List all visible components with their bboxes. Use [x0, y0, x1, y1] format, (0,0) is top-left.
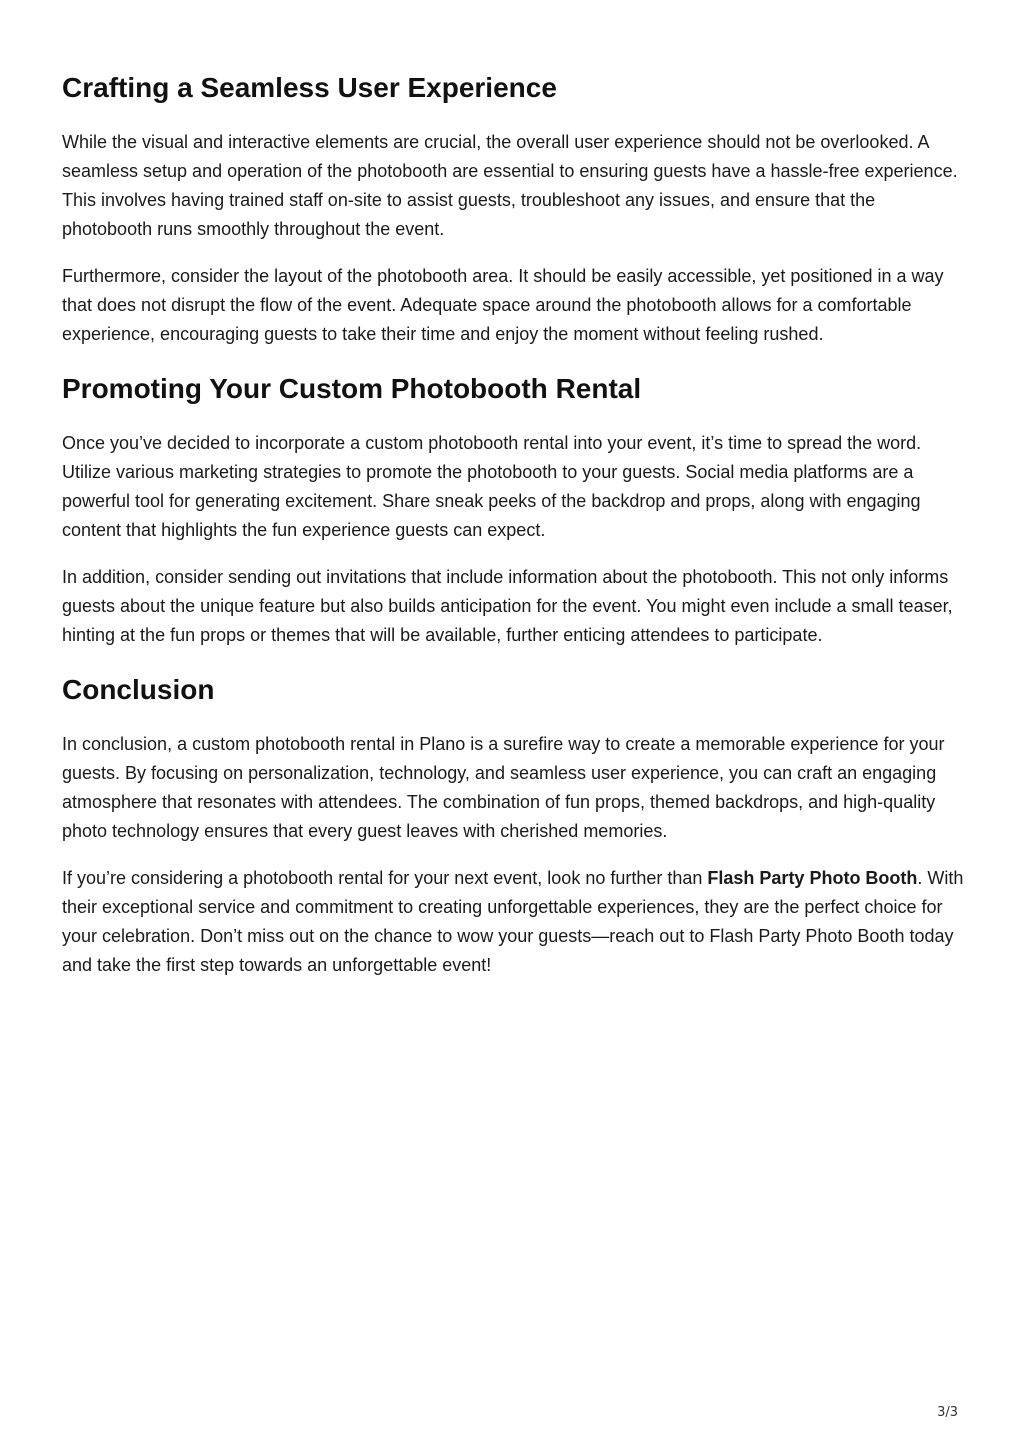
section-heading-promoting: Promoting Your Custom Photobooth Rental: [62, 373, 642, 404]
paragraph-conclusion-2-end: . With their exceptional service and commitment to creating unforgettable experiences, they are the perfect choice for your celebration. Don’t miss out on the chance to wow your guests—reach out to Flash Party Photo Booth today and take the first step towards an unforgettable event!: [62, 868, 964, 975]
paragraph-user-experience-2: Furthermore, consider the layout of the photobooth area. It should be easily accessible, yet positioned in a way that does not disrupt the flow of the event. Adequate space around the photobooth allows for a comfortable experience, encouraging guests to take their time and enjoy the moment without feeling rushed.: [62, 266, 944, 344]
brand-name-bold: Flash Party Photo Booth: [707, 868, 918, 888]
paragraph-user-experience-1: While the visual and interactive elements are crucial, the overall user experience should not be overlooked. A seamless setup and operation of the photobooth are essential to ensuring guests have a hassle-free experience. This involves having trained staff on-site to assist guests, troubleshoot any issues, and ensure that the photobooth runs smoothly throughout the event.: [62, 132, 958, 239]
page-number: 3/3: [937, 1405, 958, 1420]
paragraph-conclusion-2-start: If you’re considering a photobooth rental for your next event, look no further than: [62, 868, 708, 888]
section-heading-conclusion: Conclusion: [62, 674, 215, 705]
document-body: [62, 68, 964, 998]
paragraph-conclusion-2: [62, 864, 964, 980]
paragraph-conclusion-1: In conclusion, a custom photobooth rental in Plano is a surefire way to create a memorable experience for your guests. By focusing on personalization, technology, and seamless user experience, you can craft an engaging atmosphere that resonates with attendees. The combination of fun props, themed backdrops, and high-quality photo technology ensures that every guest leaves with cherished memories.: [62, 734, 945, 841]
paragraph-promoting-1: Once you’ve decided to incorporate a custom photobooth rental into your event, it’s time to spread the word. Utilize various marketing strategies to promote the photobooth to your guests. Social media platforms are a powerful tool for generating excitement. Share sneak peeks of the backdrop and props, along with engaging content that highlights the fun experience guests can expect.: [62, 433, 922, 540]
section-heading-user-experience: Crafting a Seamless User Experience: [62, 72, 557, 103]
paragraph-promoting-2: In addition, consider sending out invitations that include information about the photobooth. This not only informs guests about the unique feature but also builds anticipation for the event. You might even include a small teaser, hinting at the fun props or themes that will be available, further enticing attendees to participate.: [62, 567, 953, 645]
